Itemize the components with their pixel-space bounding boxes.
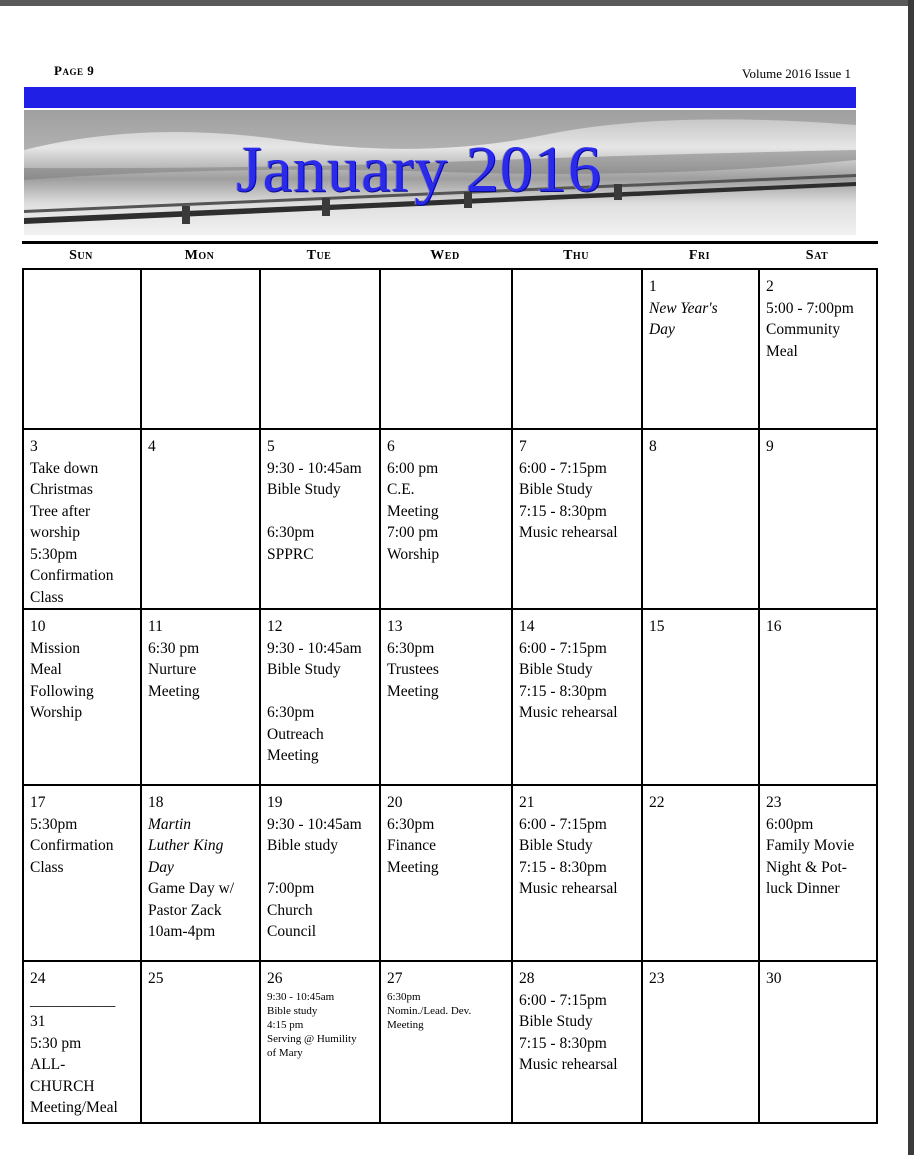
- day-cell: [379, 428, 513, 610]
- event-text: Trustees: [387, 661, 439, 678]
- day-cell: [758, 608, 878, 786]
- event-text: Christmas: [30, 481, 93, 498]
- day-number: 7: [519, 438, 527, 455]
- event-text: 6:00 pm: [387, 459, 439, 477]
- day-cell: [259, 428, 381, 610]
- day-cell: [641, 608, 760, 786]
- day-number: 18: [148, 794, 164, 811]
- day-cell: [511, 608, 643, 786]
- event-text: worship: [30, 524, 80, 541]
- event-text: Following: [30, 682, 94, 700]
- event-text: 9:30 - 10:45am: [267, 990, 335, 1003]
- event-text: Meeting: [267, 747, 319, 764]
- event-text: Confirmation: [30, 837, 114, 854]
- event-text: 6:30pm: [387, 639, 435, 657]
- event-text: 9:30 - 10:45am: [267, 639, 362, 657]
- weekday-sun: Sun: [69, 248, 93, 263]
- day-cell: [641, 428, 760, 610]
- day-cell: [22, 960, 142, 1124]
- event-text: 7:15 - 8:30pm: [519, 1034, 607, 1052]
- day-cell: [758, 784, 878, 962]
- day-number: 10: [30, 618, 46, 635]
- event-text: 5:00 - 7:00pm: [766, 299, 854, 317]
- day-cell: [758, 960, 878, 1124]
- day-cell: [379, 960, 513, 1124]
- event-text: 7:15 - 8:30pm: [519, 858, 607, 876]
- event-text: Class: [30, 858, 64, 876]
- event-text: Family Movie: [766, 837, 855, 854]
- event-text: 6:00 - 7:15pm: [519, 815, 607, 833]
- day-number: 26: [267, 970, 283, 987]
- event-text: Take down: [30, 459, 99, 477]
- event-text: Council: [267, 923, 317, 940]
- event-text: Meeting: [387, 682, 439, 700]
- event-text: 6:30pm: [387, 990, 421, 1003]
- event-text: C.E.: [387, 481, 415, 498]
- day-number: 1: [649, 278, 657, 295]
- winter-banner-image: [24, 110, 856, 235]
- day-cell: [140, 268, 261, 430]
- day-cell: [140, 960, 261, 1124]
- event-text: 5:30pm: [30, 815, 78, 833]
- event-text: Church: [267, 901, 313, 919]
- day-cell: [511, 784, 643, 962]
- day-cell: [140, 784, 261, 962]
- event-text: 5:30 pm: [30, 1034, 82, 1052]
- event-text: Tree after: [30, 502, 91, 520]
- day-number: 6: [387, 438, 395, 455]
- day-number: 25: [148, 970, 164, 987]
- calendar-grid: [22, 268, 878, 1124]
- day-cell: [511, 960, 643, 1124]
- day-number: 12: [267, 618, 283, 635]
- event-text: luck Dinner: [766, 880, 840, 897]
- event-text: Nurture: [148, 661, 197, 678]
- day-number: 17: [30, 794, 46, 811]
- event-text: 5:30pm: [30, 545, 78, 563]
- day-number: 24: [30, 970, 46, 987]
- newsletter-page: [0, 6, 908, 1155]
- event-text: 9:30 - 10:45am: [267, 459, 362, 477]
- event-text: 6:30 pm: [148, 639, 200, 657]
- event-text: of Mary: [267, 1046, 303, 1059]
- event-text: Night & Pot-: [766, 858, 847, 876]
- day-cell: [22, 268, 142, 430]
- event-text: Music rehearsal: [519, 880, 618, 897]
- day-number: 23: [649, 970, 665, 987]
- event-text: 6:00 - 7:15pm: [519, 991, 607, 1009]
- day-number: 20: [387, 794, 403, 811]
- weekday-thu: Thu: [563, 248, 589, 263]
- event-text: Day: [148, 858, 174, 876]
- event-text: 9:30 - 10:45am: [267, 815, 362, 833]
- day-cell: [22, 608, 142, 786]
- day-cell: [22, 784, 142, 962]
- event-text: 7:15 - 8:30pm: [519, 682, 607, 700]
- event-text: Bible Study: [519, 837, 593, 854]
- day-cell: [758, 268, 878, 430]
- event-text: 31: [30, 1013, 46, 1030]
- page-edge: [908, 0, 914, 1155]
- event-text: 6:30pm: [387, 815, 435, 833]
- event-text: [267, 501, 375, 523]
- day-number: 27: [387, 970, 403, 987]
- day-number: 22: [649, 794, 665, 811]
- event-text: Bible study: [267, 837, 339, 854]
- day-cell: [641, 784, 760, 962]
- event-text: Serving @ Humility: [267, 1032, 357, 1045]
- event-text: 6:00pm: [766, 815, 814, 833]
- event-text: Meeting: [387, 502, 439, 520]
- event-text: 10am-4pm: [148, 923, 216, 940]
- event-text: 6:00 - 7:15pm: [519, 639, 607, 657]
- day-number: 15: [649, 618, 665, 635]
- day-cell: [641, 960, 760, 1124]
- event-text: New Year's: [649, 299, 718, 317]
- header-color-bar: [24, 87, 856, 108]
- event-text: 7:00pm: [267, 880, 315, 897]
- weekday-tue: Tue: [306, 248, 332, 263]
- event-text: ALL-: [30, 1056, 66, 1073]
- event-text: Music rehearsal: [519, 524, 618, 541]
- event-text: Bible Study: [519, 1013, 593, 1030]
- event-text: Music rehearsal: [519, 704, 618, 721]
- day-cell: [511, 428, 643, 610]
- day-cell: [379, 784, 513, 962]
- event-text: 6:30pm: [267, 524, 315, 541]
- day-number: 23: [766, 794, 782, 811]
- page-number: Page 9: [54, 63, 95, 78]
- event-text: Martin: [148, 815, 192, 833]
- day-cell: [259, 268, 381, 430]
- event-text: Community: [766, 321, 841, 338]
- volume-issue: Volume 2016 Issue 1: [741, 66, 851, 81]
- day-number: 16: [766, 618, 782, 635]
- day-number: 13: [387, 618, 403, 635]
- day-cell: [259, 608, 381, 786]
- event-text: 6:00 - 7:15pm: [519, 459, 607, 477]
- event-text: Luther King: [148, 837, 224, 854]
- weekday-header-row: [22, 248, 878, 268]
- event-text: 4:15 pm: [267, 1018, 304, 1031]
- event-text: [267, 857, 375, 879]
- day-cell: [758, 428, 878, 610]
- event-text: Meeting: [387, 1018, 424, 1031]
- day-cell: [379, 268, 513, 430]
- weekday-sat: Sat: [805, 248, 829, 263]
- event-text: Meal: [30, 661, 62, 678]
- day-cell: [259, 784, 381, 962]
- event-text: Mission: [30, 639, 80, 657]
- event-text: Worship: [30, 704, 83, 721]
- event-text: SPPRC: [267, 545, 314, 563]
- day-number: 11: [148, 618, 163, 635]
- event-text: Bible Study: [519, 481, 593, 498]
- day-number: 2: [766, 278, 774, 295]
- day-number: 4: [148, 438, 156, 455]
- day-cell: [511, 268, 643, 430]
- event-text: Day: [649, 321, 675, 338]
- event-text: Bible Study: [267, 661, 341, 678]
- event-text: Meal: [766, 342, 798, 360]
- event-text: ___________: [30, 991, 116, 1009]
- event-text: Outreach: [267, 725, 324, 743]
- day-cell: [140, 428, 261, 610]
- weekday-wed: Wed: [430, 248, 460, 263]
- day-cell: [641, 268, 760, 430]
- day-number: 14: [519, 618, 535, 635]
- day-cell: [259, 960, 381, 1124]
- event-text: CHURCH: [30, 1077, 95, 1095]
- event-text: 7:00 pm: [387, 524, 439, 541]
- event-text: Bible Study: [519, 661, 593, 678]
- event-text: 7:15 - 8:30pm: [519, 502, 607, 520]
- day-number: 9: [766, 438, 774, 455]
- weekday-fri: Fri: [688, 248, 711, 263]
- event-text: Pastor Zack: [148, 901, 222, 919]
- event-text: Music rehearsal: [519, 1056, 618, 1073]
- event-text: Meeting: [387, 858, 439, 876]
- day-cell: [379, 608, 513, 786]
- event-text: Finance: [387, 837, 437, 854]
- event-text: [267, 681, 375, 703]
- month-title: January 2016: [236, 133, 602, 206]
- day-number: 30: [766, 970, 782, 987]
- event-text: Class: [30, 588, 64, 606]
- title-rule: [22, 241, 878, 244]
- event-text: Game Day w/: [148, 880, 235, 897]
- event-text: Meeting: [148, 682, 200, 700]
- day-cell: [140, 608, 261, 786]
- event-text: Bible study: [267, 1004, 318, 1017]
- event-text: Worship: [387, 545, 440, 563]
- day-number: 5: [267, 438, 275, 455]
- event-text: Bible Study: [267, 481, 341, 498]
- event-text: 6:30pm: [267, 704, 315, 721]
- day-number: 19: [267, 794, 283, 811]
- event-text: Confirmation: [30, 567, 114, 584]
- day-number: 28: [519, 970, 535, 987]
- day-number: 21: [519, 794, 535, 811]
- weekday-mon: Mon: [184, 248, 215, 263]
- day-cell: [22, 428, 142, 610]
- event-text: Meeting/Meal: [30, 1099, 118, 1116]
- event-text: Nomin./Lead. Dev.: [387, 1004, 472, 1017]
- day-number: 8: [649, 438, 657, 455]
- day-number: 3: [30, 438, 38, 455]
